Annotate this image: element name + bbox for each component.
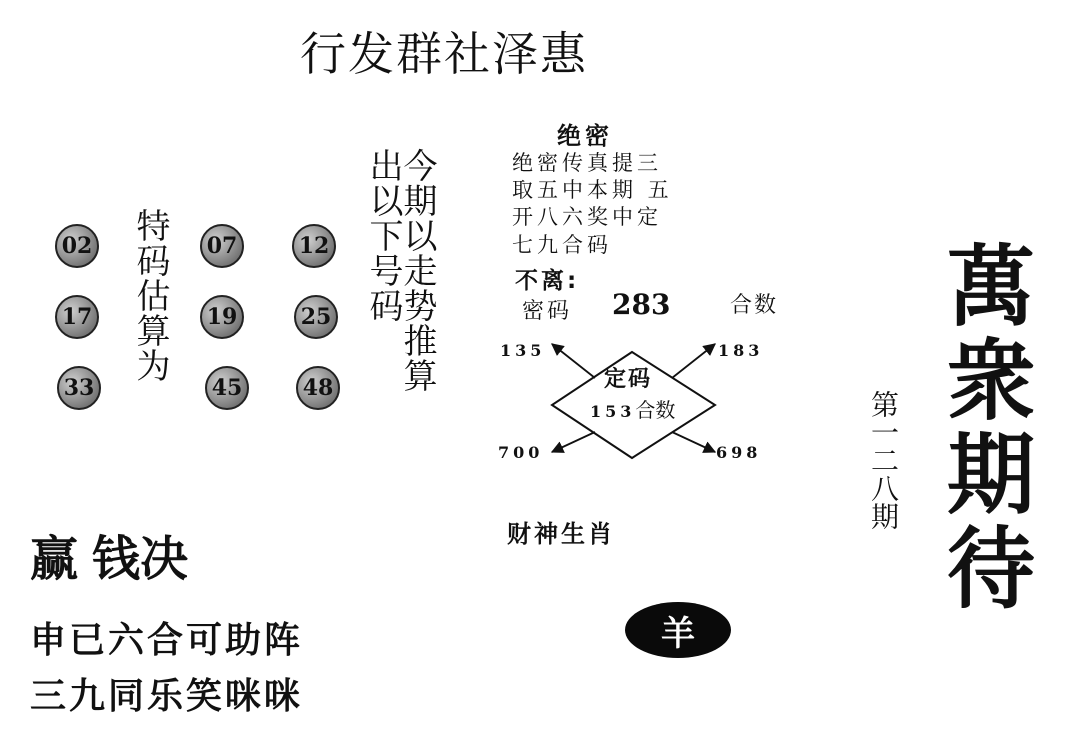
wanzhong-heading: 萬衆期待 <box>933 240 1037 616</box>
secret-line: 取五中本期 五 <box>512 178 673 202</box>
page-title: 行发群社泽惠 <box>300 27 588 81</box>
dingma-value: 153 <box>590 402 636 421</box>
number-ball: 25 <box>294 295 338 339</box>
number-ball: 12 <box>292 224 336 268</box>
number-ball: 17 <box>55 295 99 339</box>
shengxiao-badge: 羊 <box>625 602 731 658</box>
issue-number: 第一二八期 <box>867 390 900 530</box>
secret-line: 绝密传真提三 <box>512 151 662 175</box>
jinqi-column: 今期以走势推算 <box>397 148 437 393</box>
chu-column: 出以下号码 <box>363 148 403 323</box>
number-ball: 48 <box>296 366 340 410</box>
corner-bottom-right: 698 <box>716 443 762 462</box>
number-ball: 33 <box>57 366 101 410</box>
number-ball: 07 <box>200 224 244 268</box>
mima-value: 283 <box>612 288 671 321</box>
secret-line: 七九合码 <box>512 233 612 257</box>
dingma-value-row <box>590 394 675 423</box>
corner-top-right: 183 <box>718 341 764 360</box>
mima-label: 密码 <box>522 299 573 324</box>
yingqian-rest: 钱决 <box>92 531 189 587</box>
corner-bottom-left: 700 <box>498 443 544 462</box>
dingma-suffix: 合数 <box>635 398 676 422</box>
poem-line: 三九同乐笑咪咪 <box>30 675 304 717</box>
number-ball: 45 <box>205 366 249 410</box>
heshu-label: 合数 <box>730 293 779 318</box>
buli-label: 不离: <box>515 268 580 294</box>
tema-label: 特码估算为 <box>130 208 170 383</box>
secret-heading: 绝密 <box>557 122 613 150</box>
poem-line: 申已六合可助阵 <box>30 619 304 661</box>
caishen-label: 财神生肖 <box>507 520 615 548</box>
number-ball: 02 <box>55 224 99 268</box>
corner-top-left: 135 <box>500 341 546 360</box>
secret-line: 开八六奖中定 <box>512 205 662 229</box>
number-ball: 19 <box>200 295 244 339</box>
ying-char: 赢 <box>30 531 79 587</box>
dingma-title: 定码 <box>604 367 653 392</box>
yingqian-heading <box>30 520 188 589</box>
